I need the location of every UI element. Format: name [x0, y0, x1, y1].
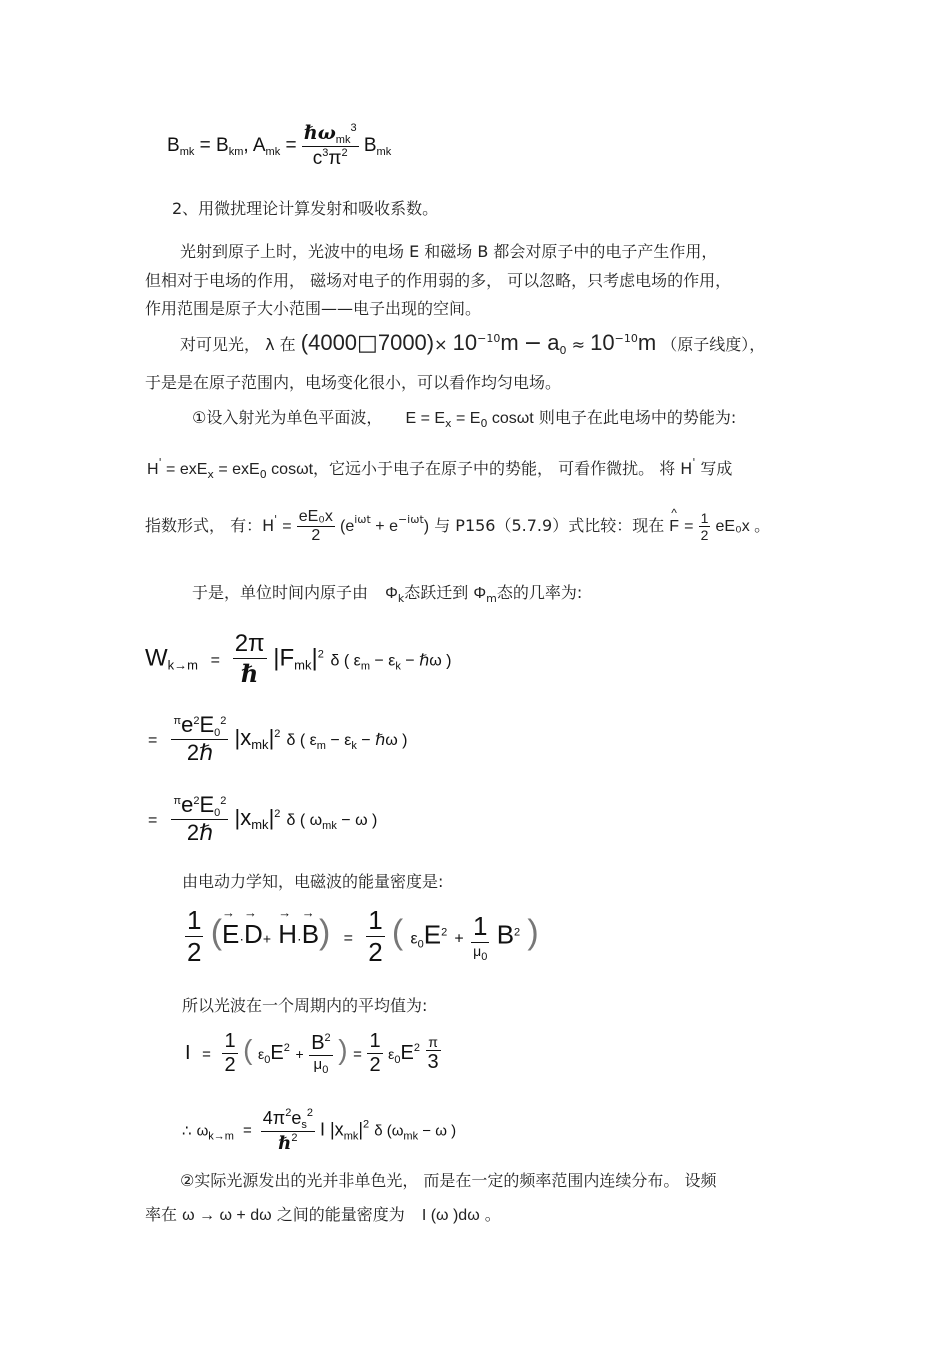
numerator: eE₀x: [298, 508, 333, 525]
omega-range: ω → ω + dω: [182, 1207, 272, 1224]
visible-light-line: [180, 330, 765, 357]
d-vector: → D: [244, 919, 263, 950]
mk-subscript: mk: [179, 146, 195, 159]
k-subscript: k: [397, 592, 405, 605]
cos-term: cosωt: [266, 461, 314, 478]
times-sign: ×: [434, 335, 448, 354]
range-end: 7000): [377, 330, 435, 355]
prefix-text: 对可见光，: [180, 335, 261, 354]
k-to-m-subscript: k→m: [167, 657, 198, 673]
b-vector: → B: [302, 919, 319, 950]
half-fraction: $\frac{1}{2}$: [187, 905, 202, 967]
text: ，它远小于电子在原子中的势能， 可看作微扰。 将 H: [313, 459, 693, 478]
km-subscript: km: [228, 146, 244, 159]
half-fraction: $\frac{1}{2}$: [369, 1030, 381, 1076]
numerator: $^\pi e^2E_0^2$: [173, 712, 227, 739]
phi-symbol: Φ: [385, 585, 398, 602]
text: 写成: [695, 459, 733, 478]
fraction-numerator: ℏω$_{mk}^3$: [303, 122, 357, 146]
ten: 10: [452, 330, 478, 355]
exponential-form-line: 指数形式， 有：H' = $\frac{\text{eE₀x}}{2}$ $(e^{i\omega t} + e^{-i\omega t})$ 与 P156（5.7.9）式比较：现在 ^ F = $\frac{1}{2}$ eE₀x 。: [145, 506, 771, 544]
prefix-text: 指数形式， 有：H: [145, 516, 275, 535]
intensity-term: I (ω )dω: [421, 1207, 480, 1224]
equals: =: [280, 135, 302, 157]
m-subscript: m: [360, 660, 370, 673]
half-fraction: $\frac{1}{2}$: [700, 510, 709, 543]
fraction: [171, 792, 228, 846]
approx-sign: ≈: [571, 335, 586, 354]
a0-subscript: 0: [559, 344, 567, 357]
b2-mu-fraction: $\frac{B^2}{\mu_0}$: [311, 1031, 331, 1076]
fraction: [233, 630, 267, 688]
a0-symbol: a: [547, 330, 560, 355]
text: 率在: [145, 1205, 178, 1224]
exponent: −10: [477, 332, 501, 345]
paragraph-line: 由电动力学知，电磁波的能量密度是:: [182, 872, 444, 891]
mk-subscript: mk: [251, 736, 269, 752]
x-subscript: x: [207, 468, 214, 481]
abs-x: |x: [234, 724, 252, 750]
paragraph-line: 但相对于电场的作用， 磁场对电子的作用弱的多， 可以忽略，只考虑电场的作用，: [145, 271, 732, 290]
text: 则电子在此电场中的势能为:: [538, 408, 737, 427]
zero-subscript: 0: [480, 417, 488, 430]
zero-subscript: 0: [259, 468, 267, 481]
text: 之间的能量密度为: [276, 1205, 405, 1224]
transition-rate-eq3: [148, 792, 377, 846]
compare-text: 与 P156（5.7.9）式比较：现在: [434, 516, 665, 535]
e0-equation: = E: [451, 410, 481, 427]
square: 2: [274, 807, 281, 820]
fraction: [171, 712, 228, 766]
paragraph-line: ②实际光源发出的光并非单色光， 而是在一定的频率范围内连续分布。 设频: [180, 1171, 717, 1190]
amk-subscript: mk: [265, 146, 281, 159]
phi-symbol: Φ: [473, 585, 487, 602]
fraction: $\frac{4\pi^2e_s^2}{\hbar^2}$: [262, 1107, 313, 1154]
fend: eE₀x 。: [715, 518, 771, 535]
equation: = exE: [213, 461, 260, 478]
prime: ': [274, 513, 278, 526]
numerator: 2π: [234, 630, 265, 657]
h-vector: → H: [278, 919, 297, 950]
half-fraction: $\frac{1}{2}$: [368, 905, 383, 967]
paragraph-line: 所以光波在一个周期内的平均值为:: [182, 996, 428, 1015]
half-fraction: $\frac{1}{2}$: [224, 1030, 236, 1076]
paragraph-line: 作用范围是原子大小范围——电子出现的空间。: [145, 299, 482, 318]
denominator: 2: [311, 527, 321, 544]
transition-line: [192, 580, 582, 605]
numerator: $^\pi e^2E_0^2$: [173, 792, 227, 819]
b-symbol: B: [167, 135, 180, 157]
section-heading: 2、用微扰理论计算发射和吸收系数。: [172, 199, 439, 218]
delta: δ ( ε: [330, 652, 361, 670]
perturbation-line: [147, 456, 732, 481]
mk-subscript: mk: [322, 819, 337, 832]
plus: + e: [370, 518, 398, 535]
abs-close: |: [311, 644, 318, 672]
square: 2: [274, 727, 281, 740]
equals: =: [148, 811, 158, 829]
minus-hbar: − ℏω ): [400, 652, 452, 670]
pi-third-fraction: $\frac{\pi}{3}$: [427, 1033, 439, 1073]
k-subscript: k: [351, 739, 357, 752]
prime: ': [158, 456, 162, 469]
abs-f: |F: [273, 644, 295, 672]
b-tail: B: [363, 135, 377, 157]
exponent: −iωt: [397, 513, 424, 526]
abs-close: |: [268, 804, 275, 830]
text: 态的几率为:: [496, 583, 583, 602]
ten: 10: [590, 330, 615, 355]
comma-a: , A: [243, 135, 266, 157]
inverse-mu-fraction: $\frac{1}{\mu_0}$: [473, 910, 488, 963]
text: ①设入射光为单色平面波，: [192, 408, 383, 427]
paren: (e: [340, 518, 355, 535]
range-start: (4000: [300, 330, 358, 355]
incident-wave-line: [192, 405, 736, 430]
abs-x: |x: [234, 804, 252, 830]
text: 于是，单位时间内原子由: [192, 583, 369, 602]
m-subscript: m: [486, 592, 497, 605]
unit-m: m: [500, 330, 519, 355]
note-text: （原子线度），: [661, 335, 766, 354]
box-glyph: □: [357, 331, 378, 356]
text: 态跃迁到: [404, 583, 469, 602]
fraction-amk: [302, 122, 359, 170]
minus: − ε: [369, 652, 396, 670]
delta: δ ( ω: [286, 811, 323, 829]
cos-term: cosωt: [487, 410, 534, 427]
f-hat: ^ F: [669, 506, 680, 535]
fraction: [297, 508, 335, 545]
prime: ': [692, 456, 696, 469]
fraction-denominator: $c^3\pi^2$: [312, 147, 348, 169]
therefore-eq: ∴ $\omega_{k\to m}$ = $\frac{4\pi^2e_s^2}{\hbar^2}$ I $|x_{mk}|^2$ δ ($\omega_{mk} - \omega$ ): [182, 1107, 457, 1154]
period: 。: [484, 1205, 501, 1224]
tail-subscript: mk: [376, 146, 392, 159]
w-symbol: W: [145, 644, 168, 672]
delta: δ ( ε: [286, 731, 317, 749]
k-subscript: k: [395, 660, 401, 673]
unit-m: m: [637, 330, 657, 355]
square: 2: [317, 648, 324, 661]
h-symbol: H: [147, 461, 159, 478]
equation: = exE: [161, 461, 208, 478]
x-subscript: x: [445, 417, 452, 430]
lambda-text: λ 在: [265, 335, 296, 354]
minus-hbar: − ℏω ): [356, 731, 408, 749]
mk-subscript: mk: [251, 816, 269, 832]
transition-rate-eq1: [145, 630, 452, 688]
denominator: 2ℏ: [186, 740, 214, 765]
e-vector: → E: [222, 919, 239, 950]
energy-density-eq: $\frac{1}{2}$ (→ E·→ D+ → H·→ B) = $\frac{1}{2}$ ( $\varepsilon_0E^2$ + $\frac{1}{\mu_0}$ $B^2$ ): [185, 905, 539, 968]
exponent: iωt: [354, 513, 371, 526]
abs-close: |: [268, 724, 275, 750]
equals: =: [148, 731, 158, 749]
minus: − ω ): [336, 811, 378, 829]
paragraph-line: [145, 1202, 501, 1225]
paragraph-line: 于是是在原子范围内，电场变化很小，可以看作均匀电场。: [145, 373, 562, 392]
equation-bmk: [167, 122, 391, 170]
m-subscript: m: [316, 739, 326, 752]
exponent: −10: [614, 332, 638, 345]
minus: − ε: [325, 731, 352, 749]
transition-rate-eq2: [148, 712, 407, 766]
paragraph-line: 光射到原子上时，光波中的电场 E 和磁场 B 都会对原子中的电子产生作用，: [180, 242, 718, 261]
intensity-eq: I = $\frac{1}{2}$ ( $\varepsilon_0E^2$ + $\frac{B^2}{\mu_0}$ ) = $\frac{1}{2}$ $\varepsilon_0E^2$ $\frac{\pi}{3}$: [185, 1030, 439, 1076]
paren-close: ): [423, 518, 430, 535]
equals-b: = B: [194, 135, 229, 157]
dash: −: [523, 331, 543, 356]
e-equation: E = E: [405, 410, 446, 427]
denominator: 2ℏ: [186, 820, 214, 845]
denominator: ℏ: [240, 659, 259, 688]
equals: =: [210, 652, 221, 670]
mk-subscript: mk: [294, 657, 312, 673]
